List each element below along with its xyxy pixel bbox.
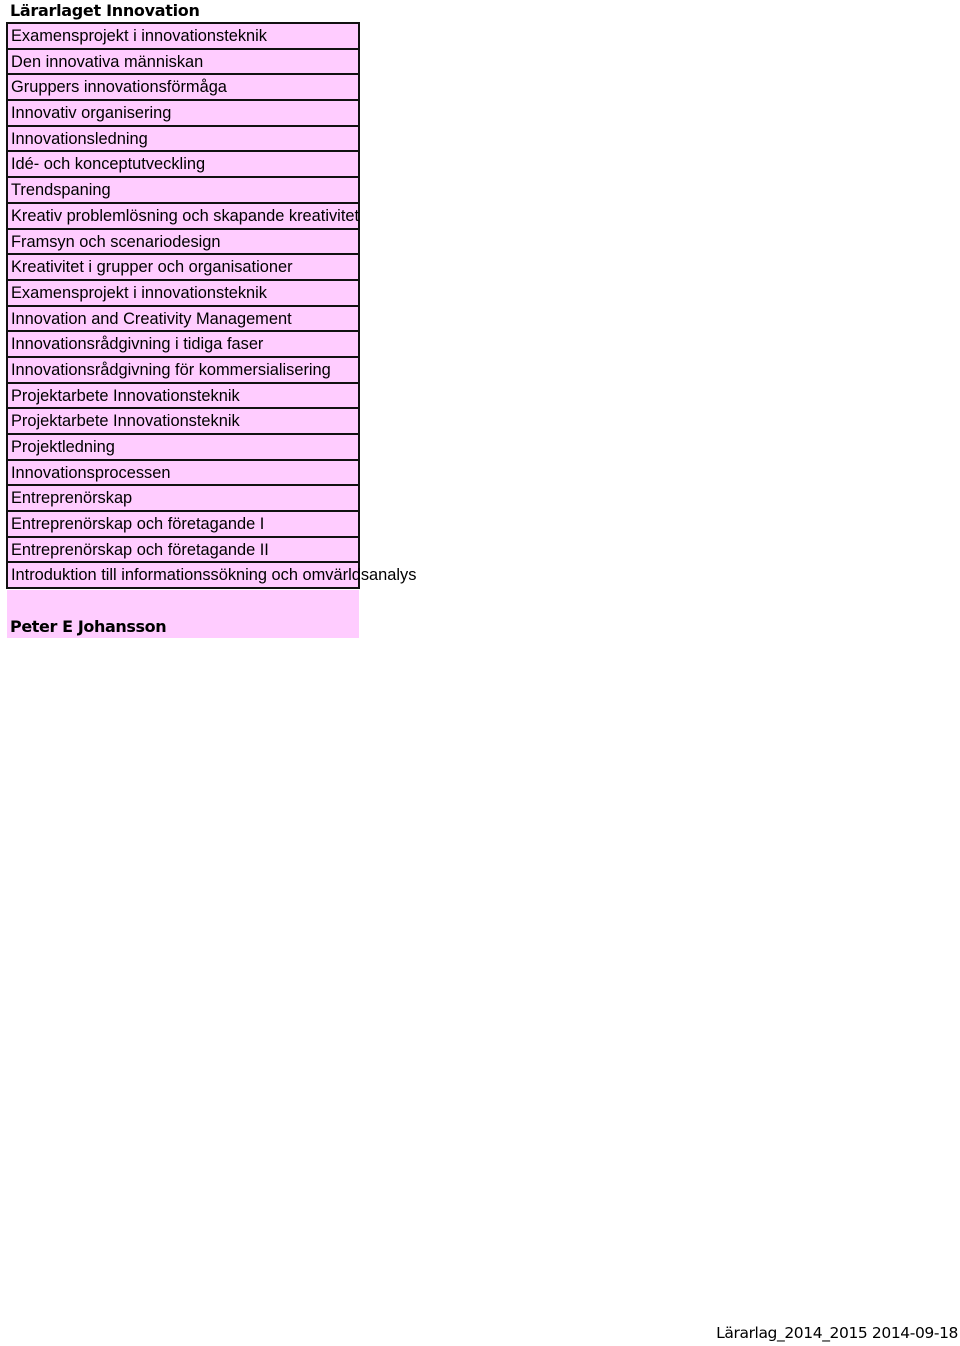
course-name: Examensprojekt i innovationsteknik bbox=[11, 283, 268, 302]
course-row bbox=[6, 561, 417, 589]
course-name: Framsyn och scenariodesign bbox=[11, 232, 221, 251]
course-row bbox=[6, 202, 360, 228]
teacher-name: Peter E Johansson bbox=[10, 617, 167, 636]
course-name: Innovationsrådgivning för kommersialisering bbox=[11, 360, 331, 379]
course-row bbox=[6, 433, 360, 459]
course-row bbox=[6, 536, 360, 562]
course-name: Innovation and Creativity Management bbox=[11, 309, 292, 328]
course-name: Gruppers innovationsförmåga bbox=[11, 78, 227, 97]
page-title: Lärarlaget Innovation bbox=[10, 1, 200, 20]
course-row bbox=[6, 125, 360, 151]
course-name: Entreprenörskap bbox=[11, 489, 133, 508]
course-name: Kreativ problemlösning och skapande kreativitet bbox=[11, 206, 360, 225]
course-name: Introduktion till informationssökning och omvärldsanalys bbox=[11, 566, 417, 585]
course-row bbox=[6, 279, 360, 305]
course-list bbox=[6, 22, 417, 589]
course-row bbox=[6, 382, 360, 408]
course-name: Projektledning bbox=[11, 438, 115, 456]
course-row bbox=[6, 305, 360, 331]
course-name: Entreprenörskap och företagande I bbox=[11, 515, 265, 534]
course-row bbox=[6, 407, 360, 433]
course-row bbox=[6, 150, 360, 176]
course-row bbox=[6, 459, 360, 485]
course-name: Projektarbete Innovationsteknik bbox=[11, 386, 240, 405]
teacher-cell bbox=[7, 590, 359, 638]
course-row bbox=[6, 48, 360, 74]
course-name: Examensprojekt i innovationsteknik bbox=[11, 27, 268, 45]
course-row bbox=[6, 356, 360, 382]
course-name: Projektarbete Innovationsteknik bbox=[11, 412, 240, 431]
page-footer: Lärarlag_2014_2015 2014-09-18 bbox=[716, 1324, 958, 1342]
course-name: Trendspaning bbox=[11, 181, 111, 200]
course-row bbox=[6, 510, 360, 536]
course-name: Innovativ organisering bbox=[11, 104, 172, 123]
course-name: Den innovativa människan bbox=[11, 52, 204, 71]
course-row bbox=[6, 484, 360, 510]
course-name: Innovationsprocessen bbox=[11, 463, 171, 482]
course-row bbox=[6, 176, 360, 202]
course-name: Innovationsrådgivning i tidiga faser bbox=[11, 335, 264, 354]
course-row bbox=[6, 73, 360, 99]
course-row bbox=[6, 253, 360, 279]
course-row bbox=[6, 330, 360, 356]
course-row bbox=[6, 22, 360, 48]
course-name: Innovationsledning bbox=[11, 129, 148, 148]
course-name: Kreativitet i grupper och organisationer bbox=[11, 258, 293, 277]
course-name: Entreprenörskap och företagande II bbox=[11, 540, 269, 559]
course-name: Idé- och konceptutveckling bbox=[11, 155, 206, 174]
course-row bbox=[6, 228, 360, 254]
course-row bbox=[6, 99, 360, 125]
